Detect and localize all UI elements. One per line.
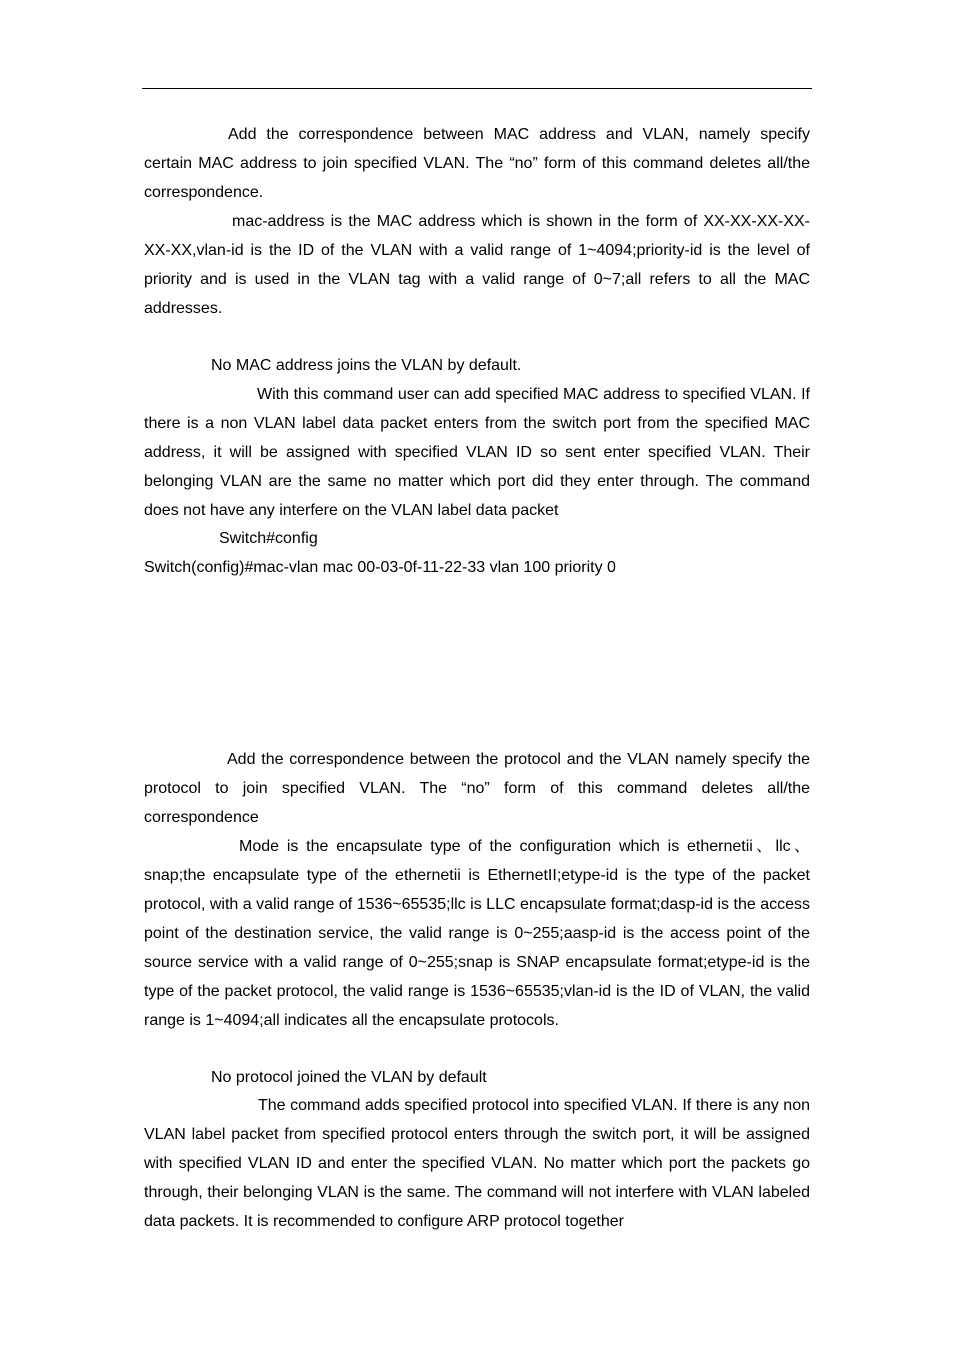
protocol-vlan-default: No protocol joined the VLAN by default xyxy=(211,1069,487,1086)
mac-vlan-example-line1: Switch#config xyxy=(219,530,318,547)
mac-vlan-parameters: mac-address is the MAC address which is shown in the form of XX-XX-XX-XX-XX-XX,vlan-id is the ID of the VLAN with a valid range of 1~4094;priority-id is the level of priority and is used in the VLAN tag with a valid range of 0~7;all refers to all the MAC addresses. xyxy=(144,213,810,317)
mac-vlan-description: Add the correspondence between MAC address and VLAN, namely specify certain MAC address to join specified VLAN. The “no” form of this command deletes all/the correspondence. xyxy=(144,126,810,201)
header-rule xyxy=(142,88,812,89)
protocol-vlan-parameters: Mode is the encapsulate type of the configuration which is ethernetii、llc、snap;the encapsulate type of the ethernetii is EthernetII;etype-id is the type of the packet protocol, with a valid range of 1536~65535;llc is LLC encapsulate format;dasp-id is the access point of the destination service, the valid range is 0~255;aasp-id is the access point of the source service with a valid range of 0~255;snap is SNAP encapsulate format;etype-id is the type of the packet protocol, the valid range is 1536~65535;vlan-id is the ID of VLAN, the valid range is 1~4094;all indicates all the encapsulate protocols. xyxy=(144,838,810,1029)
mac-vlan-usage: With this command user can add specified MAC address to specified VLAN. If there is a non VLAN label data packet enters from the switch port from the specified MAC address, it will be assigned with specified VLAN ID so sent enter specified VLAN. Their belonging VLAN are the same no matter which port did they enter through. The command does not have any interfere on the VLAN label data packet xyxy=(144,386,810,519)
protocol-vlan-description: Add the correspondence between the protocol and the VLAN namely specify the protocol to join specified VLAN. The “no” form of this command deletes all/the correspondence xyxy=(144,751,810,826)
mac-vlan-default: No MAC address joins the VLAN by default. xyxy=(211,357,522,374)
mac-vlan-example-line2: Switch(config)#mac-vlan mac 00-03-0f-11-22-33 vlan 100 priority 0 xyxy=(144,559,616,576)
protocol-vlan-usage: The command adds specified protocol into specified VLAN. If there is any non VLAN label packet from specified protocol enters through the switch port, it will be assigned with specified VLAN ID and enter the specified VLAN. No matter which port the packets go through, their belonging VLAN is the same. The command will not interfere with VLAN labeled data packets. It is recommended to configure ARP protocol together xyxy=(144,1097,810,1230)
